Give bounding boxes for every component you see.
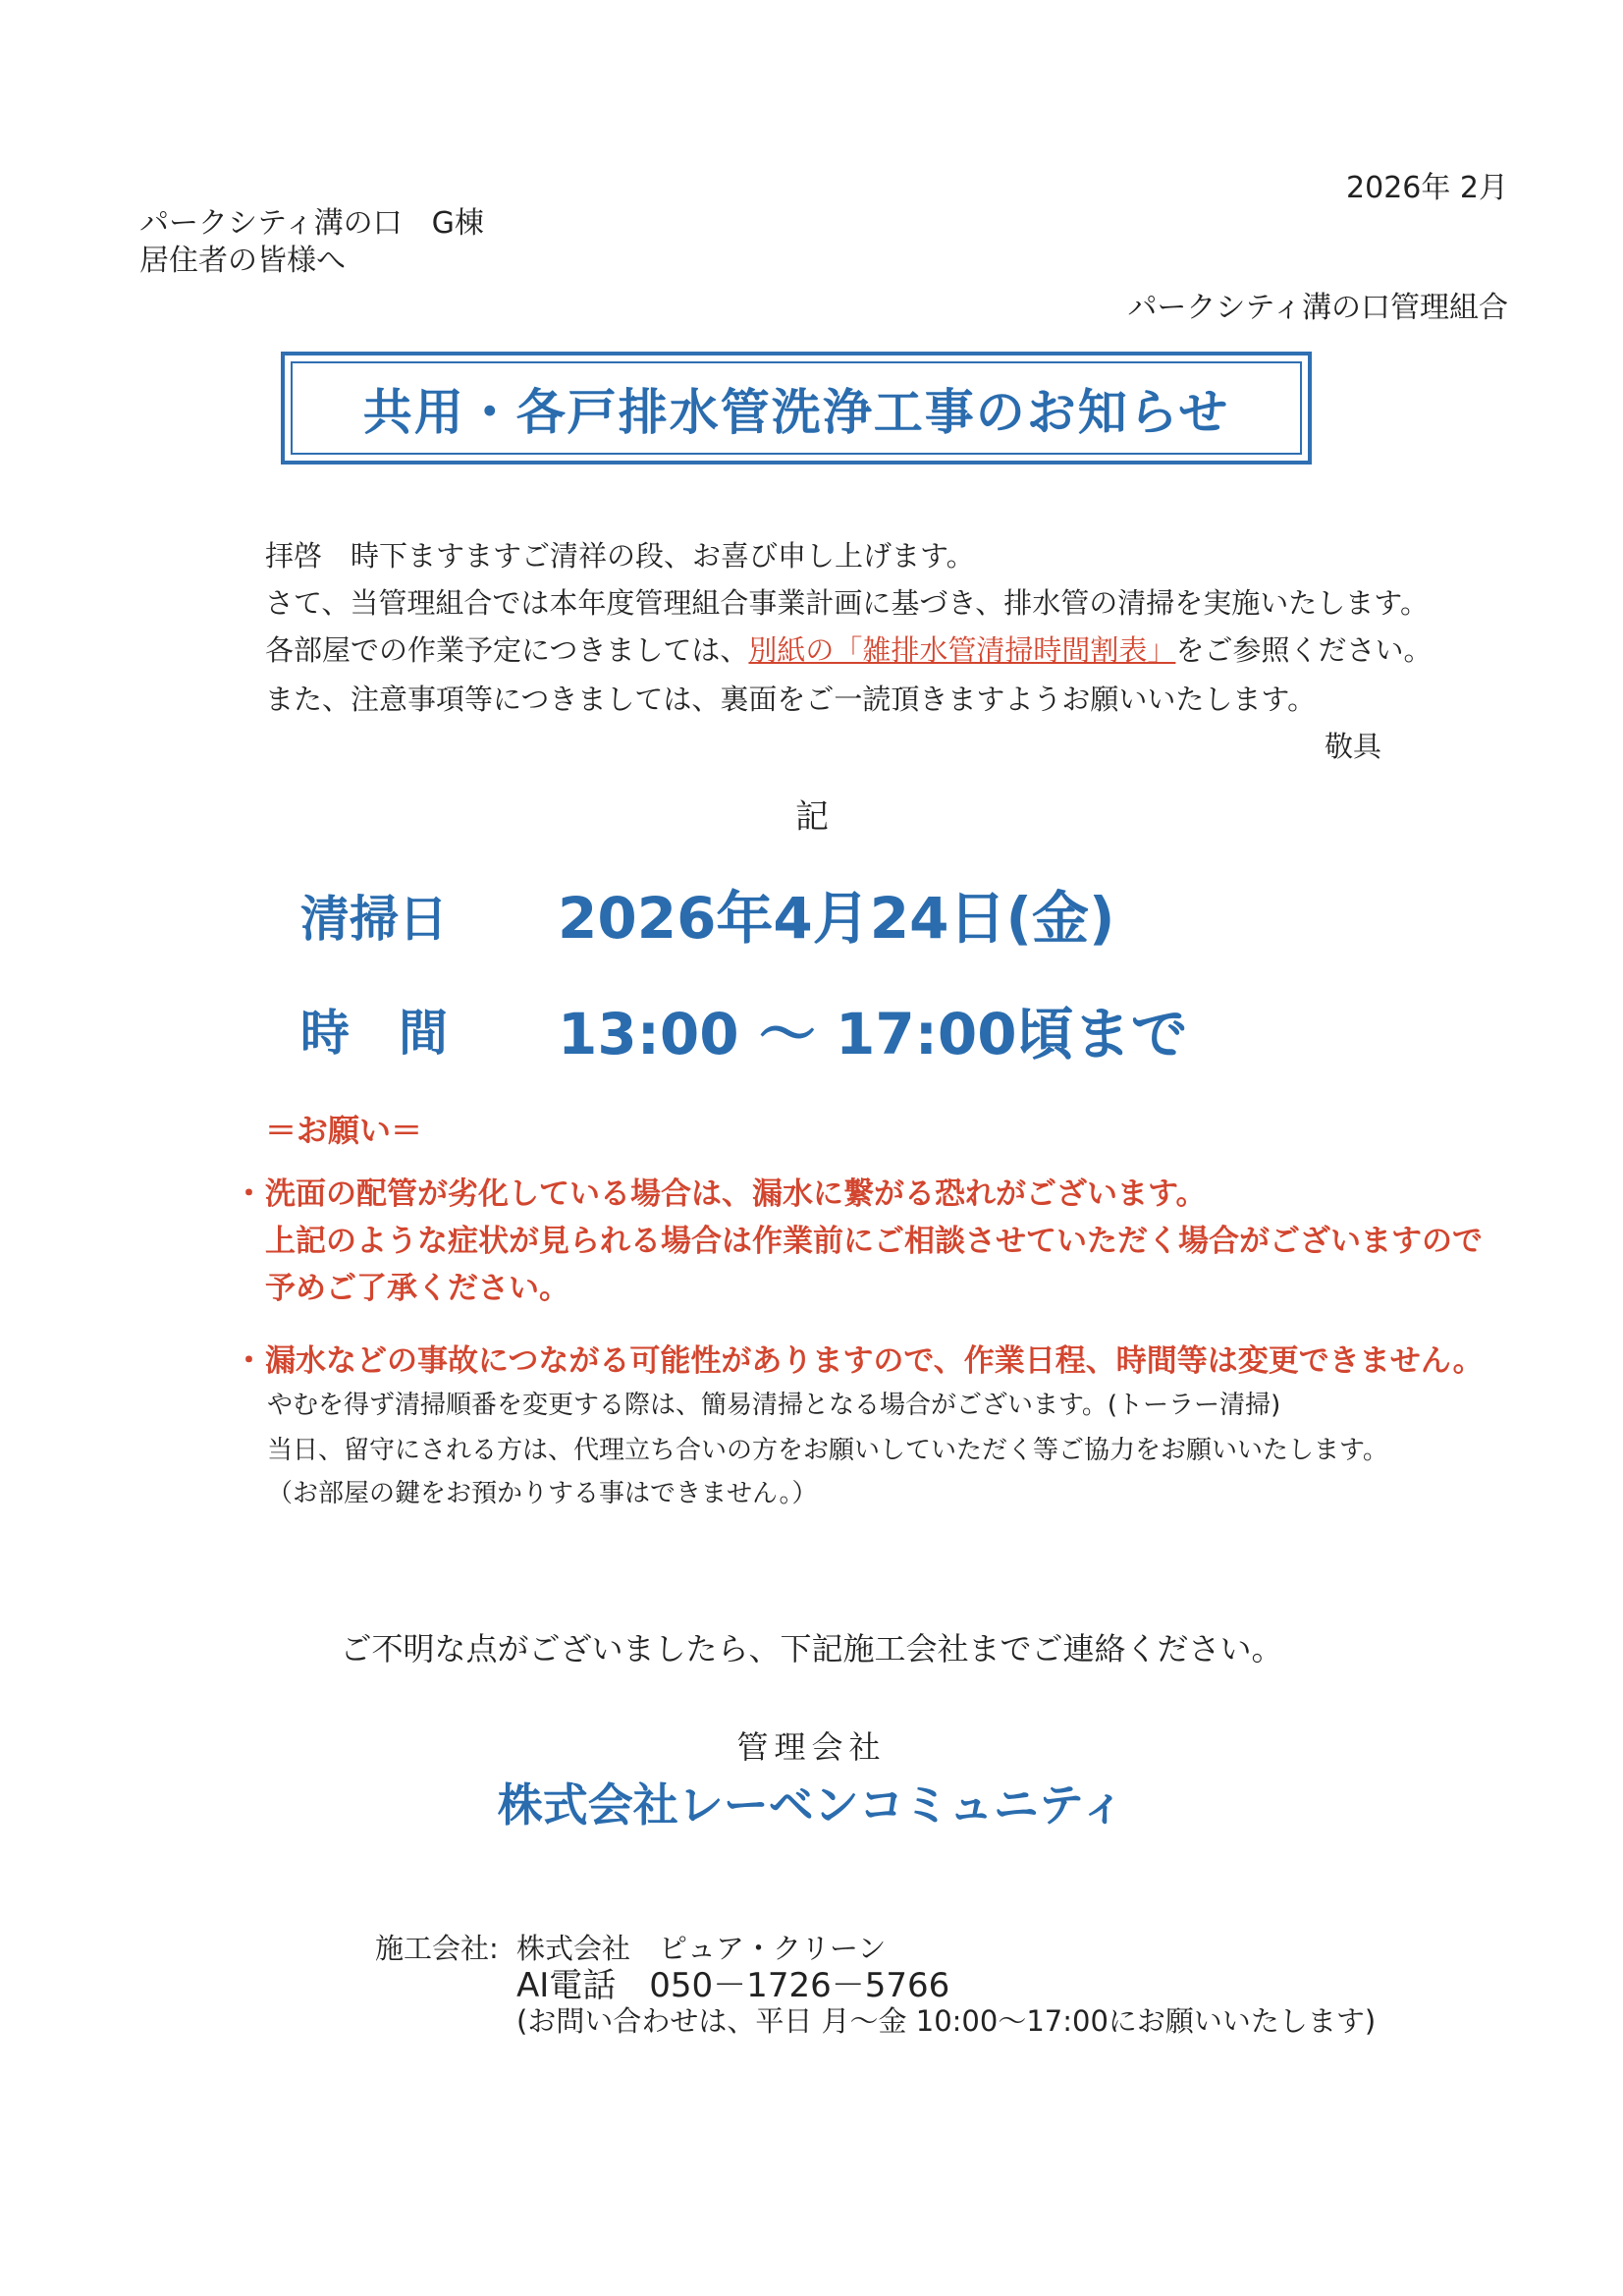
contact-intro: ご不明な点がございましたら、下記施工会社までご連絡ください。: [340, 1630, 1283, 1667]
cleaning-date-value: 2026年4月24日(金): [558, 885, 1115, 952]
body-line-2: さて、当管理組合では本年度管理組合事業計画に基づき、排水管の清掃を実施いたします。: [265, 586, 1429, 620]
closing-keigu: 敬具: [1324, 730, 1381, 763]
request-1-line-1: 洗面の配管が劣化している場合は、漏水に繋がる恐れがございます。: [265, 1176, 1207, 1212]
page-title: 共用・各戸排水管洗浄工事のお知らせ: [362, 383, 1230, 441]
body-line-4: また、注意事項等につきましては、裏面をご一読頂きますようお願いいたします。: [265, 683, 1317, 716]
contractor-label: 施工会社:: [375, 1932, 499, 1965]
request-2-line-4: （お部屋の鍵をお預かりする事はできません。）: [267, 1479, 818, 1508]
body-line-3: [265, 629, 1432, 669]
title-inner-frame: [291, 361, 1302, 455]
contractor-name: 株式会社 ピュア・クリーン: [516, 1932, 887, 1965]
manager-label: 管理会社: [736, 1728, 887, 1766]
timetable-reference: 別紙の「雑排水管清掃時間割表」: [748, 633, 1176, 667]
time-label: 時 間: [300, 1005, 448, 1062]
title-box: [281, 352, 1312, 465]
manager-company: 株式会社レーベンコミュニティ: [497, 1778, 1126, 1831]
body-line-1: 拝啓 時下ますますご清祥の段、お喜び申し上げます。: [265, 539, 975, 573]
request-1-line-3: 予めご了承ください。: [265, 1271, 569, 1306]
bullet-2: ・: [234, 1343, 264, 1379]
request-1-line-2: 上記のような症状が見られる場合は作業前にご相談させていただく場合がございますので: [265, 1224, 1483, 1259]
addressee-residents: 居住者の皆様へ: [139, 244, 346, 278]
request-2-line-1: 漏水などの事故につながる可能性がありますので、作業日程、時間等は変更できません。: [265, 1343, 1484, 1379]
request-2-line-3: 当日、留守にされる方は、代理立ち合いの方をお願いしていただく等ご協力をお願いいたします。: [267, 1436, 1388, 1465]
time-value: 13:00 ～ 17:00頃まで: [558, 1001, 1188, 1067]
body-line-3-post: をご参照ください。: [1175, 633, 1433, 667]
requests-heading: ＝お願い＝: [265, 1112, 423, 1149]
cleaning-date-label: 清掃日: [300, 891, 448, 948]
ki-heading: 記: [795, 797, 829, 837]
sender: パークシティ溝の口管理組合: [1127, 291, 1508, 325]
contractor-phone: AI電話 050－1726－5766: [516, 1966, 950, 2005]
request-2-line-2: やむを得ず清掃順番を変更する際は、簡易清掃となる場合がございます。(トーラー清掃): [267, 1391, 1281, 1420]
addressee-building: パークシティ溝の口 G棟: [139, 206, 484, 241]
inquiry-hours: (お問い合わせは、平日 月～金 10:00～17:00にお願いいたします): [516, 2004, 1377, 2038]
body-line-3-pre: 各部屋での作業予定につきましては、: [265, 633, 749, 667]
issue-date: 2026年 2月: [1346, 171, 1508, 205]
bullet-1: ・: [234, 1176, 264, 1212]
